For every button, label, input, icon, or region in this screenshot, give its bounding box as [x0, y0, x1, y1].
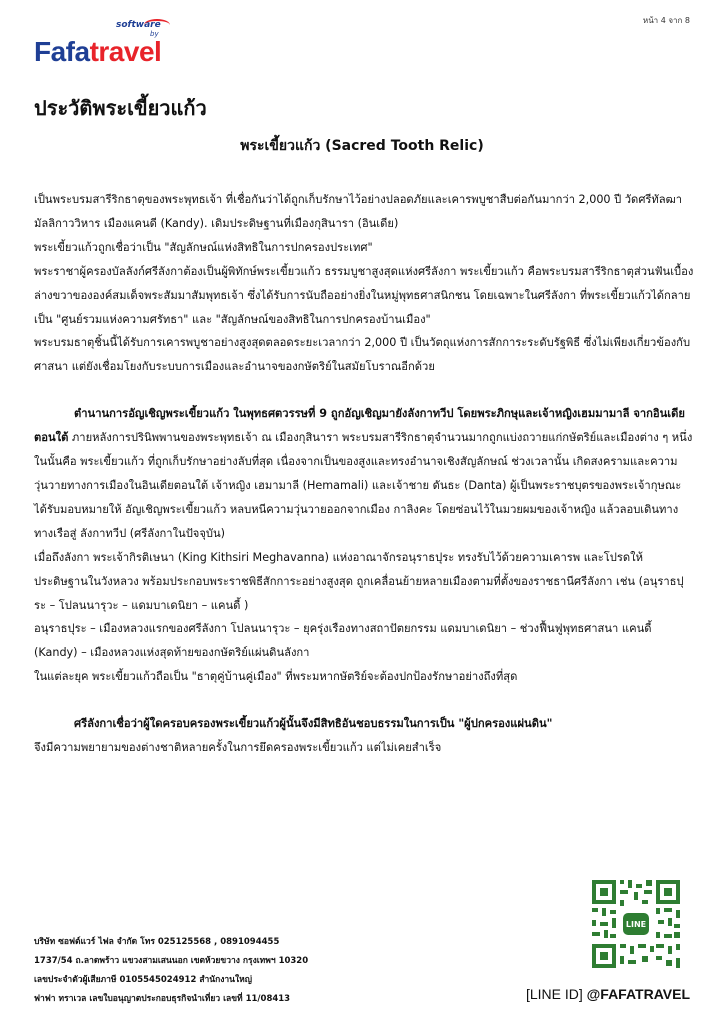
line-qr-code-icon: [590, 878, 682, 970]
logo-software-text: software: [116, 20, 161, 30]
logo-wordmark: [34, 36, 161, 68]
footer-company: บริษัท ซอฟต์แวร์ ไฟล จำกัด โทร 025125568 , 0891094455: [34, 937, 280, 947]
footer-license: ฟาฟา ทราเวล เลขใบอนุญาตประกอบธุรกิจนำเที่ยว เลขที่ 11/08413: [34, 994, 291, 1004]
belief-lead: ศรีลังกาเชื่อว่าผู้ใดครอบครองพระเขี้ยวแก้วผู้นั้นจึงมีสิทธิอันชอบธรรมในการเป็น "ผู้ปกครองแผ่นดิน": [74, 717, 553, 731]
logo-by-text: by: [150, 30, 159, 38]
company-footer: [34, 933, 308, 1009]
paragraph: ในแต่ละยุค พระเขี้ยวแก้วถือเป็น "ธาตุคู่บ้านคู่เมือง" ที่พระมหากษัตริย์จะต้องปกป้องรักษาอย่างถึงที่สุด: [34, 670, 518, 684]
legend-paragraph: [34, 402, 694, 545]
paragraph: เมื่อถึงลังกา พระเจ้ากิรติเษนา (King Kithsiri Meghavanna) แห่งอาณาจักรอนุราธปุระ ทรงรับไว้ด้วยความเคารพ และโปรดให้ประดิษฐานในวังหลวง พร้อมประกอบพระราชพิธีสักการะอย่างสูงสุด ถูกเคลื่อนย้ายหลายเมืองตามที่ตั้งของราชธานีศรีลังกา เช่น (อนุราธปุระ – โปลนนารุวะ – แดมบาเดนิยา – แคนดี้ ): [34, 550, 684, 612]
company-logo: [34, 16, 194, 76]
legend-body: ภายหลังการปรินิพพานของพระพุทธเจ้า ณ เมืองกุสินารา พระบรมสารีริกธาตุจำนวนมากถูกแบ่งถวายแก่กษัตริย์และเมืองต่าง ๆ หนึ่งในนั้นคือ พระเขี้ยวแก้ว ที่ถูกเก็บรักษาอย่างลับที่สุด เนื่องจากเป็นของสูงและทรงอำนาจเชิงสัญลักษณ์ ช่วงเวลานั้น เกิดสงครามและความวุ่นวายทางการเมืองในอินเดียตอนใต้ เจ้าหญิง เฮมามาลี (Hemamali) และเจ้าชาย ดันธะ (Danta) ผู้เป็นพระราชบุตรของพระเจ้ากุษณะ ได้รับมอบหมายให้ อัญเชิญพระเขี้ยวแก้ว หลบหนีความวุ่นวายออกจากเมือง กาลิงคะ โดยซ่อนไว้ในมวยผมของเจ้าหญิง แล้วลอบเดินทางทางเรือสู่ ลังกาทวีป (ศรีลังกาในปัจจุบัน): [34, 431, 693, 540]
paragraph: พระเขี้ยวแก้วถูกเชื่อว่าเป็น "สัญลักษณ์แห่งสิทธิในการปกครองประเทศ": [34, 240, 373, 254]
page-number: หน้า 4 จาก 8: [642, 16, 690, 25]
page-title: ประวัติพระเขี้ยวแก้ว: [34, 96, 207, 120]
paragraph: เป็นพระบรมสารีริกธาตุของพระพุทธเจ้า ที่เชื่อกันว่าได้ถูกเก็บรักษาไว้อย่างปลอดภัยและเคารพบูชาสืบต่อกันมากว่า 2,000 ปี วัดศรีทัลฒามัลลิกาววิหาร เมืองแคนดี (Kandy). เดิมประดิษฐานที่เมืองกุสินารา (อินเดีย): [34, 193, 683, 230]
logo-travel: travel: [89, 36, 162, 67]
footer-tax-id: เลขประจำตัวผู้เสียภาษี 0105545024912 สำนักงานใหญ่: [34, 975, 252, 985]
legend-lead: ตำนานการอัญเชิญพระเขี้ยวแก้ว ในพุทธศตวรรษที่ 9 ถูกอัญเชิญมายังลังกาทวีป โดยพระภิกษุและเจ้าหญิงเฮมมามาลี จากอินเดียตอนใต้: [34, 407, 685, 445]
paragraph: จึงมีความพยายามของต่างชาติหลายครั้งในการยึดครองพระเขี้ยวแก้ว แต่ไม่เคยสำเร็จ: [34, 741, 442, 755]
paragraph: พระบรมธาตุชิ้นนี้ได้รับการเคารพบูชาอย่างสูงสุดตลอดระยะเวลากว่า 2,000 ปี เป็นวัตถุแห่งการสักการะระดับรัฐพิธี ซึ่งไม่เพียงเกี่ยวข้องกับศาสนา แต่ยังเชื่อมโยงกับระบบการเมืองและอำนาจของกษัตริย์ในสมัยโบราณอีกด้วย: [34, 336, 691, 374]
section-subtitle: พระเขี้ยวแก้ว (Sacred Tooth Relic): [240, 138, 484, 154]
line-id-handle: @FAFATRAVEL: [586, 986, 690, 1002]
line-id: [526, 986, 690, 1002]
line-badge-text: LINE: [625, 920, 647, 929]
paragraph: พระราชาผู้ครองบัลลังก์ศรีลังกาต้องเป็นผู้พิทักษ์พระเขี้ยวแก้ว ธรรมบูชาสูงสุดแห่งศรีลังกา พระเขี้ยวแก้ว คือพระบรมสารีริกธาตุส่วนฟันเบื้องล่างขวาขององค์สมเด็จพระสัมมาสัมพุทธเจ้า ซึ่งได้รับการนับถืออย่างยิ่งในหมู่พุทธศาสนิกชน โดยเฉพาะในศรีลังกา ที่พระเขี้ยวแก้วได้กลายเป็น "ศูนย์รวมแห่งความศรัทธา" และ "สัญลักษณ์ของสิทธิในการปกครองบ้านเมือง": [34, 264, 694, 326]
logo-fafa: Fafa: [34, 36, 90, 67]
line-id-label: [LINE ID]: [525, 986, 583, 1002]
paragraph: อนุราธปุระ – เมืองหลวงแรกของศรีลังกา โปลนนารุวะ – ยุครุ่งเรืองทางสถาปัตยกรรม แดมบาเดนิยา – ช่วงฟื้นฟูพุทธศาสนา แคนดี้ (Kandy) – เมืองหลวงแห่งสุดท้ายของกษัตริย์แผ่นดินลังกา: [34, 622, 652, 660]
document-body: [34, 188, 694, 760]
footer-address: 1737/54 ถ.ลาดพร้าว แขวงสามเสนนอก เขตห้วยขวาง กรุงเทพฯ 10320: [34, 956, 309, 966]
